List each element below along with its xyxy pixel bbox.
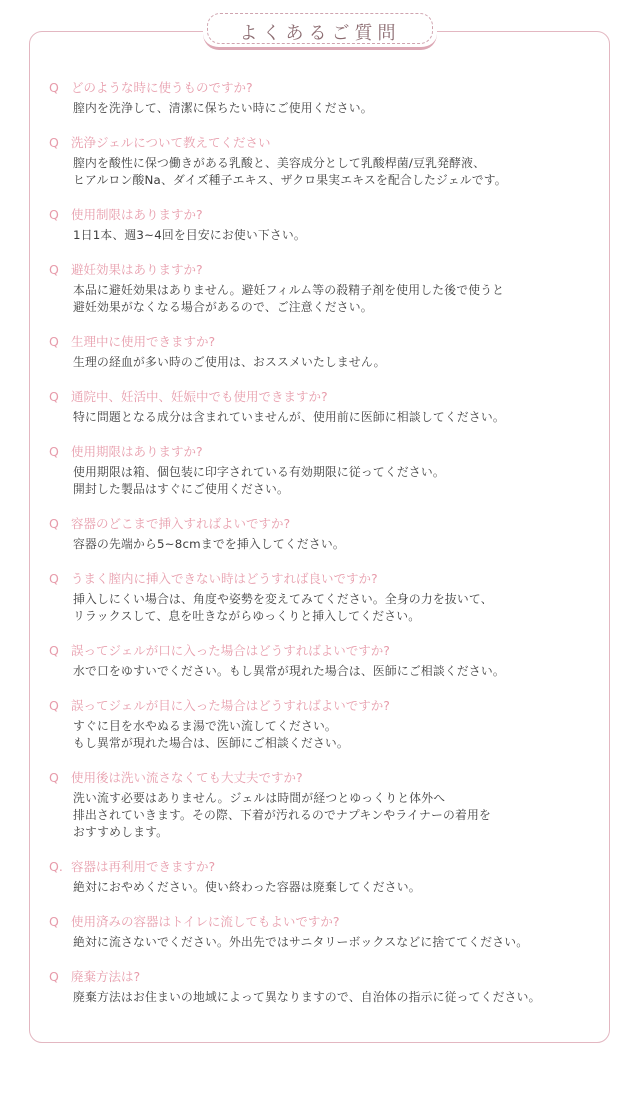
answer-line: すぐに目を水やぬるま湯で洗い流してください。 [73,719,337,733]
question-text: 容器のどこまで挿入すればよいですか? [71,516,291,531]
page-title: よくあるご質問 [239,23,401,44]
faq-item [49,261,599,316]
answer-line: 1日1本、週3~4回を目安にお使い下さい。 [73,228,306,242]
faq-question [49,443,599,460]
faq-item [49,858,599,896]
answer-line: 膣内を洗浄して、清潔に保ちたい時にご使用ください。 [73,101,373,115]
faq-answer [49,591,599,625]
question-mark: Q [49,262,59,277]
question-mark: Q [49,135,59,150]
question-mark: Q [49,571,59,586]
answer-line: 挿入しにくい場合は、角度や姿勢を変えてみてください。全身の力を抜いて、 [73,592,493,606]
faq-item [49,134,599,189]
faq-item [49,913,599,951]
question-mark: Q [49,389,59,404]
answer-line: 使用期限は箱、個包装に印字されている有効期限に従ってください。 [73,465,445,479]
answer-line: ヒアルロン酸Na、ダイズ種子エキス、ザクロ果実エキスを配合したジェルです。 [73,173,507,187]
faq-item [49,443,599,498]
faq-item [49,388,599,426]
faq-title-tab [203,10,437,50]
answer-line: 容器の先端から5~8cmまでを挿入してください。 [73,537,345,551]
faq-question [49,79,599,96]
faq-answer [49,536,599,553]
question-mark: Q [49,643,59,658]
faq-answer [49,989,599,1006]
faq-question [49,570,599,587]
answer-line: 排出されていきます。その際、下着が汚れるのでナプキンやライナーの着用を [73,808,492,822]
faq-answer [49,663,599,680]
answer-line: 生理の経血が多い時のご使用は、おススメいたしません。 [73,355,386,369]
answer-line: 絶対に流さないでください。外出先ではサニタリーボックスなどに捨ててください。 [73,935,529,949]
faq-item [49,642,599,680]
faq-answer [49,790,599,841]
question-text: 使用済みの容器はトイレに流してもよいですか? [71,914,340,929]
question-text: どのような時に使うものですか? [71,80,253,95]
question-text: 容器は再利用できますか? [71,859,216,874]
faq-question [49,134,599,151]
question-mark: Q [49,207,59,222]
faq-answer [49,464,599,498]
faq-item [49,206,599,244]
faq-item [49,333,599,371]
faq-item [49,570,599,625]
faq-list [49,79,599,1006]
question-mark: Q. [49,859,63,874]
answer-line: リラックスして、息を吐きながらゆっくりと挿入してください。 [73,609,421,623]
faq-item [49,697,599,752]
question-mark: Q [49,698,59,713]
question-text: 洗浄ジェルについて教えてください [71,135,271,150]
question-mark: Q [49,969,59,984]
faq-question [49,858,599,875]
question-mark: Q [49,516,59,531]
faq-item [49,769,599,841]
question-text: 使用期限はありますか? [71,444,203,459]
answer-line: 絶対におやめください。使い終わった容器は廃棄してください。 [73,880,421,894]
answer-line: 開封した製品はすぐにご使用ください。 [73,482,289,496]
question-mark: Q [49,770,59,785]
question-text: 使用制限はありますか? [71,207,203,222]
faq-question [49,206,599,223]
faq-answer [49,718,599,752]
faq-question [49,261,599,278]
faq-question [49,642,599,659]
faq-question [49,769,599,786]
faq-answer [49,155,599,189]
question-mark: Q [49,444,59,459]
faq-item [49,79,599,117]
question-text: 廃棄方法は? [71,969,141,984]
question-mark: Q [49,80,59,95]
faq-question [49,697,599,714]
answer-line: もし異常が現れた場合は、医師にご相談ください。 [73,736,349,750]
faq-answer [49,409,599,426]
question-text: 使用後は洗い流さなくても大丈夫ですか? [71,770,303,785]
faq-answer [49,879,599,896]
faq-answer [49,934,599,951]
answer-line: おすすめします。 [73,825,169,839]
answer-line: 膣内を酸性に保つ働きがある乳酸と、美容成分として乳酸桿菌/豆乳発酵液、 [73,156,486,170]
answer-line: 本品に避妊効果はありません。避妊フィルム等の殺精子剤を使用した後で使うと [73,283,505,297]
faq-answer [49,282,599,316]
faq-question [49,913,599,930]
question-mark: Q [49,914,59,929]
faq-question [49,333,599,350]
answer-line: 水で口をゆすいでください。もし異常が現れた場合は、医師にご相談ください。 [73,664,505,678]
question-mark: Q [49,334,59,349]
question-text: 誤ってジェルが目に入った場合はどうすればよいですか? [71,698,390,713]
faq-answer [49,354,599,371]
faq-question [49,968,599,985]
answer-line: 避妊効果がなくなる場合があるので、ご注意ください。 [73,300,373,314]
faq-answer [49,227,599,244]
faq-question [49,515,599,532]
faq-item [49,968,599,1006]
answer-line: 廃棄方法はお住まいの地域によって異なりますので、自治体の指示に従ってください。 [73,990,541,1004]
question-text: 通院中、妊活中、妊娠中でも使用できますか? [71,389,328,404]
question-text: 生理中に使用できますか? [71,334,216,349]
question-text: うまく膣内に挿入できない時はどうすれば良いですか? [71,571,378,586]
faq-answer [49,100,599,117]
answer-line: 洗い流す必要はありません。ジェルは時間が経つとゆっくりと体外へ [73,791,446,805]
faq-question [49,388,599,405]
faq-item [49,515,599,553]
question-text: 誤ってジェルが口に入った場合はどうすればよいですか? [71,643,390,658]
answer-line: 特に問題となる成分は含まれていませんが、使用前に医師に相談してください。 [73,410,505,424]
question-text: 避妊効果はありますか? [71,262,203,277]
